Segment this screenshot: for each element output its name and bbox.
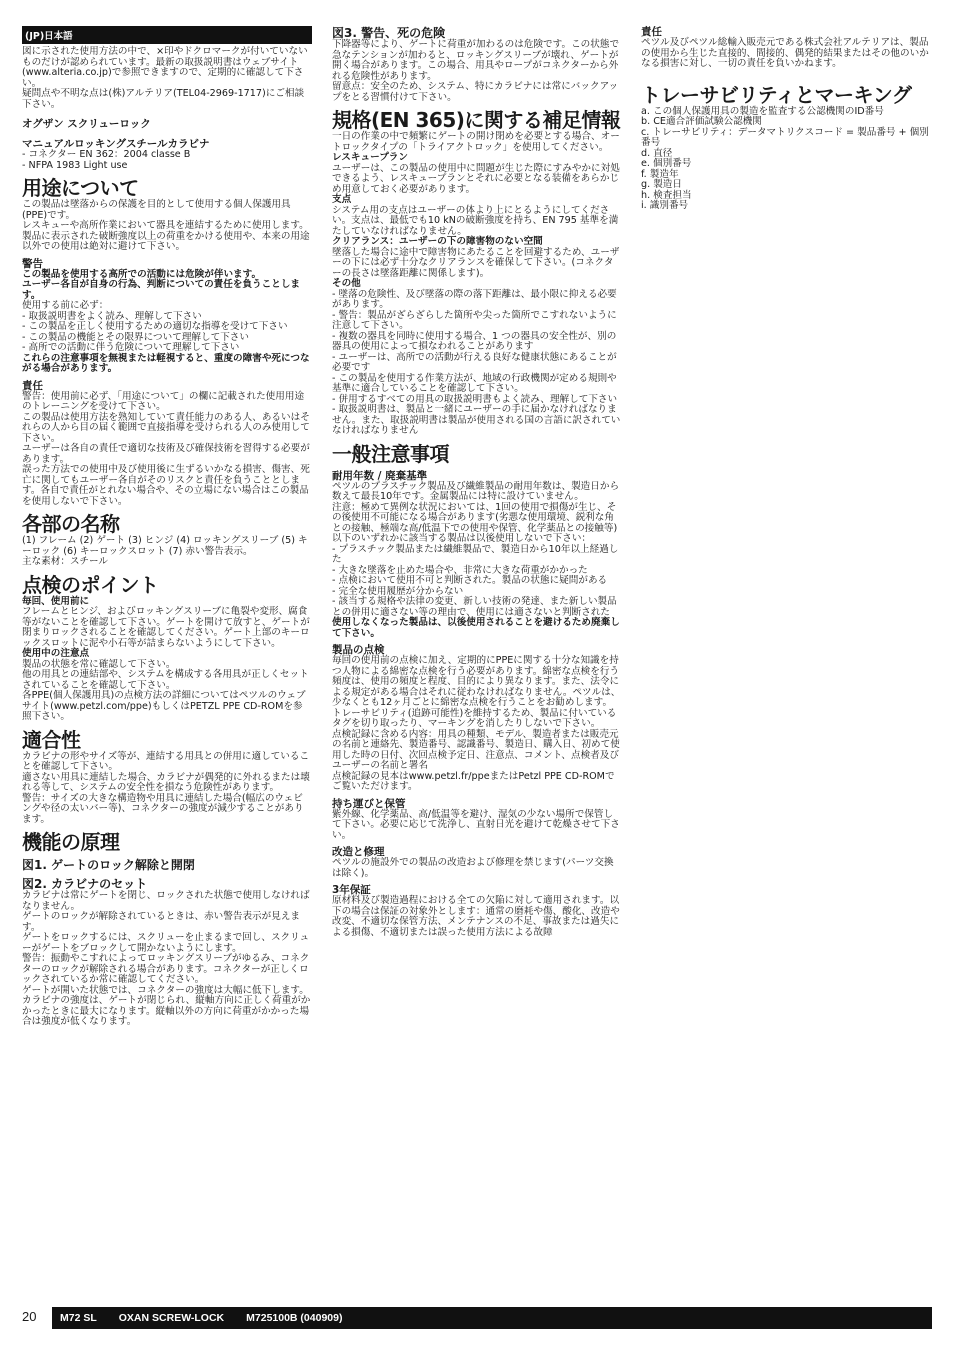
warning-bold-2: これらの注意事項を無視または軽視すると、重度の障害や死につながる場合があります。: [22, 352, 310, 374]
lifetime-text: ペツルのプラスチック製品及び繊維製品の耐用年数は、製造日から数えて最長10年です。金属製品には特に設けていません。 注意：極めて異例な状況においては、1回の使用で損傷が生じ、その後使用不可能になる場合があります(劣悪な使用環境、鋭利な角との接触、極端な高/低温下での使用や保管、化学薬品との接触等) 以下のいずれかに該当する製品は以後使用しないで下さい： - プラスチック製品または繊維製品で、製造日から10年以上経過した - 大きな墜落を止めた場合や、非常に大きな荷重がかかった - 点検において使用不可と判断された。製品の状態に疑問がある - 完全な使用履歴が分からない - 該当する規格や法律の変更、新しい技術の発達、また新しい製品との併用に適さない等の理由で、使用には適さないと判断された: [332, 480, 620, 618]
sub-storage: 持ち運びと保管: [332, 797, 406, 810]
inspection-text-2: 製品の状態を常に確認して下さい。 他の用具との連結部や、システムを構成する各用具が正しくセットされていることを確認して下さい。 各PPE(個人保護用具)の点検方法の詳細についてはペツルのウェブサイト(www.petzl.com/ppe)もしくはPETZL PPE CD-ROMを参照下さい。: [22, 658, 309, 722]
sub-lifetime: 耐用年数 / 廃棄基準: [332, 469, 428, 482]
repair-text: ペツルの施設外での製品の改造および修理を禁じます(パーツ交換は除く)。: [332, 857, 614, 879]
footer-product-name: OXAN SCREW-LOCK: [118, 1312, 225, 1324]
heading-responsibility: 責任: [22, 379, 43, 392]
heading-compatibility: 適合性: [22, 727, 81, 752]
parts-text: (1) フレーム (2) ゲート (3) ヒンジ (4) ロッキングスリーブ (5) キーロック (6) キーロックスロット (7) 赤い警告表示。 主な素材：スチール: [22, 535, 308, 567]
footer-model: M72 SL: [60, 1312, 97, 1324]
sub-warranty: 3年保証: [332, 884, 371, 896]
rescue-text: ユーザーは、この製品の使用中に問題が生じた際にすみやかに対処できるよう、レスキュープランとそれに必要となる装備をあらかじめ用意しておく必要があります。: [332, 162, 620, 195]
other-text: - 墜落の危険性、及び墜落の際の落下距離は、最小限に抑える必要があります。 - 警告：製品がざらざらした箇所や尖った箇所でこすれないように注意して下さい。 - 複数の器具を同時に使用する場合、1 つの器具の安全性が、別の器具の使用によって損なわれることがあります - ユーザーは、高所での活動が行える良好な健康状態にあることが必要です - この製品を使用する作業方法が、地域の行政機関が定める規則や基準に適合していることを確認して下さい。 - 併用するすべての用具の取扱説明書もよく読み、理解して下さい - 取扱説明書は、製品と一緒にユーザーの手に届かなければなりません。また、取扱説明書は製品が使用される国の言語に訳されていなければなりません: [332, 288, 621, 436]
warranty-text: 原材料及び製造過程における全ての欠陥に対して適用されます。以下の場合は保証の対象外とします：通常の磨耗や傷、酸化、改造や改変、不適切な保管方法、メンテナンスの不足、事故または過失による損傷、不適切または誤った使用方法による故障: [332, 895, 620, 938]
heading-use: 用途について: [22, 176, 139, 200]
sub-inspection: 製品の点検: [332, 644, 385, 656]
footer-reference: M725100B (040909): [246, 1312, 343, 1324]
sub-other: その他: [332, 278, 361, 289]
compatibility-text: カラビナの形やサイズ等が、連結する用具との併用に適していることを確認して下さい。 適さない用具に連結した場合、カラビナが偶発的に外れるまたは壊れる等して、システムの安全性を損なう危険性があります。 警告：サイズの大きな構造物や用具に連結した場合(幅広のウェビングや径の太いバー等)、コネクターの強度が減少することがあります。: [22, 750, 310, 825]
lifetime-bold: 使用しなくなった製品は、以後使用されることを避けるため廃棄して下さい。: [332, 617, 620, 639]
column-1: [22, 26, 312, 1028]
sub-anchor: 支点: [332, 194, 352, 205]
heading-en365: 規格(EN 365)に関する補足情報: [332, 108, 621, 132]
inspection-text-1: フレームとヒンジ、およびロッキングスリーブに亀裂や変形、腐食等がないことを確認して下さい。ゲートを開けて放すと、ゲートが閉まりロックされることを確認してください。ゲート上部のキーロックスロットに泥や小石等が詰まらないようにして下さい。: [22, 606, 310, 649]
figure-3-caption: 図3. 警告、死の危険: [332, 26, 446, 40]
heading-general: 一般注意事項: [332, 441, 449, 466]
inspection-sub-during-use: 使用中の注意点: [22, 648, 90, 659]
sub-liability: 責任: [641, 26, 662, 38]
liability-text: ペツル及びペツル総輸入販売元である株式会社アルテリアは、製品の使用から生じた直接的、間接的、偶発的結果またはその他のいかなる損害に対し、一切の責任を負いかねます。: [641, 37, 929, 69]
traceability-list: a. この個人保護用具の製造を監査する公認機関のID番号 b. CE適合評価試験公認機関 c. トレーサビリティ：データマトリクスコード = 製品番号 + 個別番号 d. 直径 e. 個別番号 f. 製造年 g. 製造日 h. 検査担当 i. 識別番号: [641, 105, 929, 211]
heading-traceability: トレーサビリティとマーキング: [641, 82, 912, 107]
sub-clearance: クリアランス：ユーザーの下の障害物のない空間: [332, 236, 543, 247]
product-inspection-text: 毎回の使用前の点検に加え、定期的にPPEに関する十分な知識を持つ人物による綿密な点検を行う必要があります。綿密な点検を行う頻度は、使用の頻度と程度、目的により異なります。また、法令による規定がある場合はそれに従わなければなりません。ペツルは、少なくとも12ヶ月ごとに綿密な点検を行うことをお勧めします。 トレーサビリティ(追跡可能性)を維持するため、製品に付いているタグを切り取ったり、マーキングを消したりしないで下さい。 点検記録に含める内容：用具の種類、モデル、製造者または販売元の名前と連絡先、製造番号、認識番号、製造日、購入日、初めて使用した時の日付、次回点検予定日、注意点、コメント、点検者及びユーザーの名前と署名 点検記録の見本はwww.petzl.fr/ppeまたはPetzl PPE CD-ROMでご覧いただけます。: [332, 655, 621, 792]
column-3: [641, 26, 931, 212]
clearance-text: 墜落した場合に途中で障害物にあたることを回避するため、ユーザーの下には必ず十分なクリアランスを確保して下さい。(コネクターの長さは墜落距離に関係します)。: [332, 246, 620, 279]
sub-rescue-plan: レスキュープラン: [332, 152, 408, 163]
warning-bold: この製品を使用する高所での活動には危険が伴います。 ユーザー各自が自身の行為、判断についての責任を負うことします。: [22, 268, 301, 301]
figure-3-text: 下降器等により、ゲートに荷重が加わるのは危険です。この状態で急なテンションが加わると、ロッキングスリーブが壊れ、ゲートが開く場合があります。この場合、用具やロープがコネクターから外れる危険性があります。 留意点：安全のため、システム、特にカラビナには常にバックアップをとる習慣付けて下さい。: [332, 39, 620, 103]
heading-parts: 各部の名称: [22, 512, 120, 536]
warning-text: 使用する前に必ず： - 取扱説明書をよく読み、理解して下さい - この製品を正しく使用するための適切な指導を受けて下さい - この製品の機能とその限界について理解して下さい - 高所での活動に伴う危険について理解して下さい: [22, 300, 288, 353]
responsibility-text: 警告：使用前に必ず、「用途について」の欄に記載された使用用途のトレーニングを受けて下さい。 この製品は使用方法を熟知していて責任能力のある人、あるいはそれらの人から目の届く範囲で直接指導を受けられる人のみ使用して下さい。 ユーザーは各自の責任で適切な技術及び確保技術を習得する必要があります。 誤った方法での使用中及び使用後に生ずるいかなる損害、傷害、死亡に関してもユーザー各自がそのリスクと責任を負うこととします。各自で責任がとれない場合や、その立場にない場合はこの製品を使用しないで下さい。: [22, 390, 310, 507]
footer-bar: [52, 1307, 932, 1329]
anchor-text: システム用の支点はユーザーの体より上にとるようにしてください。支点は、最低でも10 kNの破断強度を持ち、EN 795 基準を満たしていなければなりません。: [332, 204, 619, 237]
heading-warning: 警告: [22, 257, 43, 270]
en365-text: 一日の作業の中で頻繁にゲートの開け閉めを必要とする場合、オートロックタイプの「トライアクトロック」を使用してください。: [332, 131, 620, 153]
figure-1-caption: 図1. ゲートのロック解除と開閉: [22, 858, 195, 872]
product-name: オグザン スクリューロック: [22, 118, 151, 130]
sub-repair: 改造と修理: [332, 846, 385, 858]
standards-list: - コネクター EN 362：2004 classe B - NFPA 1983 Light use: [22, 149, 191, 171]
page-number: 20: [22, 1309, 37, 1324]
heading-inspection: 点検のポイント: [22, 572, 159, 597]
intro-text: 図に示された使用方法の中で、×印やドクロマークが付いていないものだけが認められています。最新の取扱説明書はウェブサイト(www.alteria.co.jp)で参照できますので、定期的に確認して下さい。 疑問点や不明な点は(株)アルテリア(TEL04-2969-1717)にご相談下さい。: [22, 46, 308, 110]
figure-2-caption: 図2. カラビナのセット: [22, 877, 148, 891]
page-footer: [22, 1307, 932, 1329]
language-label: (JP)日本語: [22, 26, 312, 44]
use-text: この製品は墜落からの保護を目的として使用する個人保護用具(PPE)です。 レスキューや高所作業において器具を連結するために使用します。 製品に表示された破断強度以上の荷重をかける使用や、本来の用途以外での使用は絶対に避けて下さい。: [22, 199, 310, 252]
figure-2-text: カラビナは常にゲートを閉じ、ロックされた状態で使用しなければなりません。 ゲートのロックが解除されているときは、赤い警告表示が見えます。 ゲートをロックするには、スクリューを止まるまで回し、スクリューがゲートをブロックして開かないようにします。 警告：振動やこすれによってロッキングスリーブがゆるみ、コネクターのロックが解除される場合があります。コネクターが正しくロックされているか常に確認してください。 ゲートが開いた状態では、コネクターの強度は大幅に低下します。 カラビナの強度は、ゲートが閉じられ、縦軸方向に正しく荷重がかかったときに最大になります。縦軸以外の方向に荷重がかかった場合は強度が低くなります。: [22, 890, 311, 1027]
heading-function: 機能の原理: [22, 830, 120, 854]
storage-text: 紫外線、化学薬品、高/低温等を避け、湿気の少ない場所で保管して下さい。必要に応じて洗浄し、直射日光を避けて乾燥させて下さい。: [332, 808, 620, 841]
inspection-sub-before-use: 毎回、使用前に: [22, 595, 90, 607]
product-subtitle: マニュアルロッキングスチールカラビナ: [22, 138, 210, 150]
column-2: [332, 26, 622, 938]
